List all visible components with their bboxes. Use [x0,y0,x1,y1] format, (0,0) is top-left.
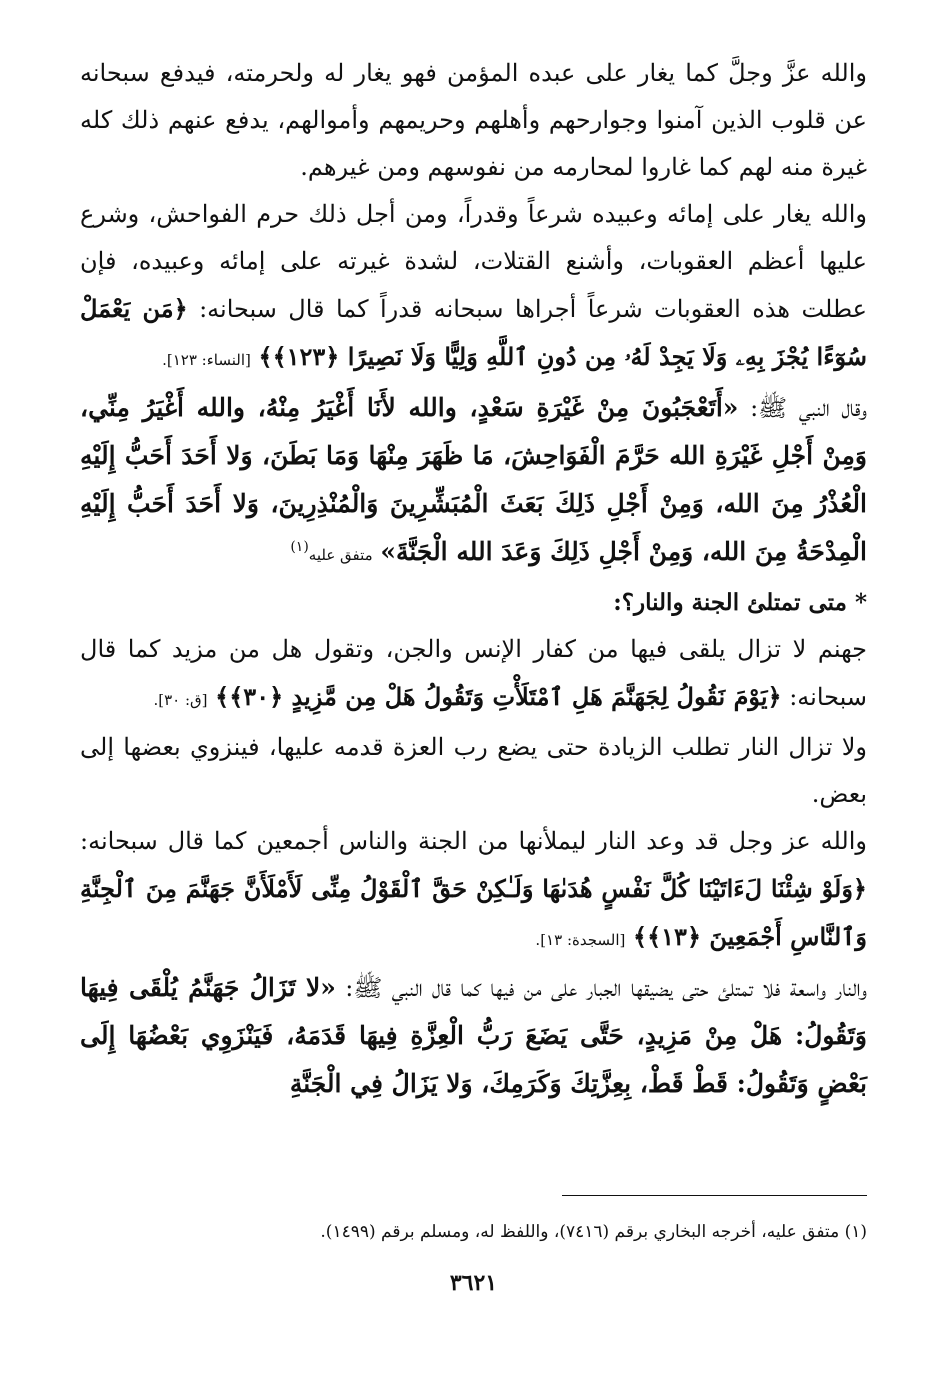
heading-star-icon: * [854,589,867,616]
paragraph-gheerah-believer: والله عزَّ وجلَّ كما يغار على عبده المؤمن فهو يغار له ولحرمته، فيدفع سبحانه عن قلوب الذين آمنوا وجوارحهم وأهلهم وحريمهم وأموالهم، يدفع عنهم ذلك كله غيرة منه لهم كما غاروا لمحارمه من نفوسهم ومن غيرهم. [80,59,867,181]
paragraph-fire-vast [80,964,867,1108]
paragraph-fire-promise [80,818,867,964]
quran-verse-sajdah: ﴿وَلَوْ شِئْنَا لَءَاتَيْنَا كُلَّ نَفْسٍ هُدَىٰهَا وَلَـٰكِنْ حَقَّ ٱلْقَوْلُ مِنِّى لَأَمْلَأَنَّ جَهَنَّمَ مِنَ ٱلْجِنَّةِ وَٱلنَّاسِ أَجْمَعِينَ ﴿١٣﴾﴾ [80,874,867,951]
paragraph-fire-increase: ولا تزال النار تطلب الزيادة حتى يضع رب العزة قدمه عليها، فينزوي بعضها إلى بعض. [80,733,867,808]
quran-verse-qaf: ﴿يَوْمَ نَقُولُ لِجَهَنَّمَ هَلِ ٱمْتَلَأْتِ وَتَقُولُ هَلْ مِن مَّزِيدٍ ﴿٣٠﴾﴾ [215,682,782,711]
paragraph-gheerah-punishments [80,191,867,384]
section-heading [80,579,867,626]
paragraph-text: والنار واسعة فلا تمتلئ حتى يضيقها الجبار على من فيها كما قال النبي ﷺ: [345,974,867,1002]
footnote: (١) متفق عليه، أخرجه البخاري برقم (٧٤١٦)، واللفظ له، ومسلم برقم (١٤٩٩). [320,1222,867,1242]
footnote-divider [562,1195,867,1196]
verse-reference: [ق: ٣٠]. [153,691,208,709]
paragraph-text: جهنم لا تزال يلقى فيها من كفار الإنس والجن، وتقول هل من مزيد كما قال سبحانه: [80,635,867,711]
verse-reference: [السجدة: ١٣]. [535,931,626,949]
hadith-grading: متفق عليه [308,546,373,564]
page-number: ٣٦٢١ [449,1270,498,1296]
heading-text: متى تمتلئ الجنة والنار؟: [613,589,847,616]
body-text [80,50,867,1108]
verse-reference: [النساء: ١٢٣]. [162,351,251,369]
footnote-marker: (١) [290,539,309,555]
paragraph-text: والله عز وجل قد وعد النار ليملأنها من الجنة والناس أجمعين كما قال سبحانه: [80,827,867,855]
hadith-intro: وقال النبي ﷺ: [750,394,868,422]
hadith-text: «أَتَعْجَبُونَ مِنْ غَيْرَةِ سَعْدٍ، والله لأَنَا أَغْيَرُ مِنْهُ، والله أَغْيَرُ مِنِّي، وَمِنْ أَجْلِ غَيْرَةِ الله حَرَّمَ الْفَوَاحِشَ، مَا ظَهَرَ مِنْهَا وَمَا بَطَنَ، وَلا أَحَدَ أَحَبُّ إِلَيْهِ الْعُذْرُ مِنَ الله، وَمِنْ أَجْلِ ذَلِكَ بَعَثَ الْمُبَشِّرِينَ وَالْمُنْذِرِينَ، وَلا أَحَدَ أَحَبُّ إِلَيْهِ الْمِدْحَةُ مِنَ الله، وَمِنْ أَجْلِ ذَلِكَ وَعَدَ الله الْجَنَّةَ» [80,393,867,566]
paragraph-hadith-saad [80,384,867,579]
paragraph-jahannam-more [80,626,867,724]
hadith-text: «لا تَزَالُ جَهَنَّمُ يُلْقَى فِيهَا وَتَقُولُ: هَلْ مِنْ مَزِيدٍ، حَتَّى يَضَعَ رَبُّ الْعِزَّةِ فِيهَا قَدَمَهُ، فَيَنْزَوِي بَعْضُهَا إِلَى بَعْضٍ وَتَقُولُ: قَطْ قَطْ، بِعِزَّتِكَ وَكَرَمِكَ، وَلا يَزَالُ فِي الْجَنَّةِ [80,973,867,1098]
paragraph-text: والله يغار على إمائه وعبيده شرعاً وقدراً، ومن أجل ذلك حرم الفواحش، وشرع عليها أعظم العقوبات، وأشنع القتلات، لشدة غيرته على إمائه وعبيده، فإن عطلت هذه العقوبات شرعاً أجراها سبحانه قدراً كما قال سبحانه: [80,200,867,323]
quran-verse-nisa: ﴿مَن يَعْمَلْ سُوٓءًا يُجْزَ بِهِۦ وَلَا يَجِدْ لَهُۥ مِن دُونِ ٱللَّهِ وَلِيًّا وَلَا نَصِيرًا ﴿١٢٣﴾﴾ [80,294,867,371]
